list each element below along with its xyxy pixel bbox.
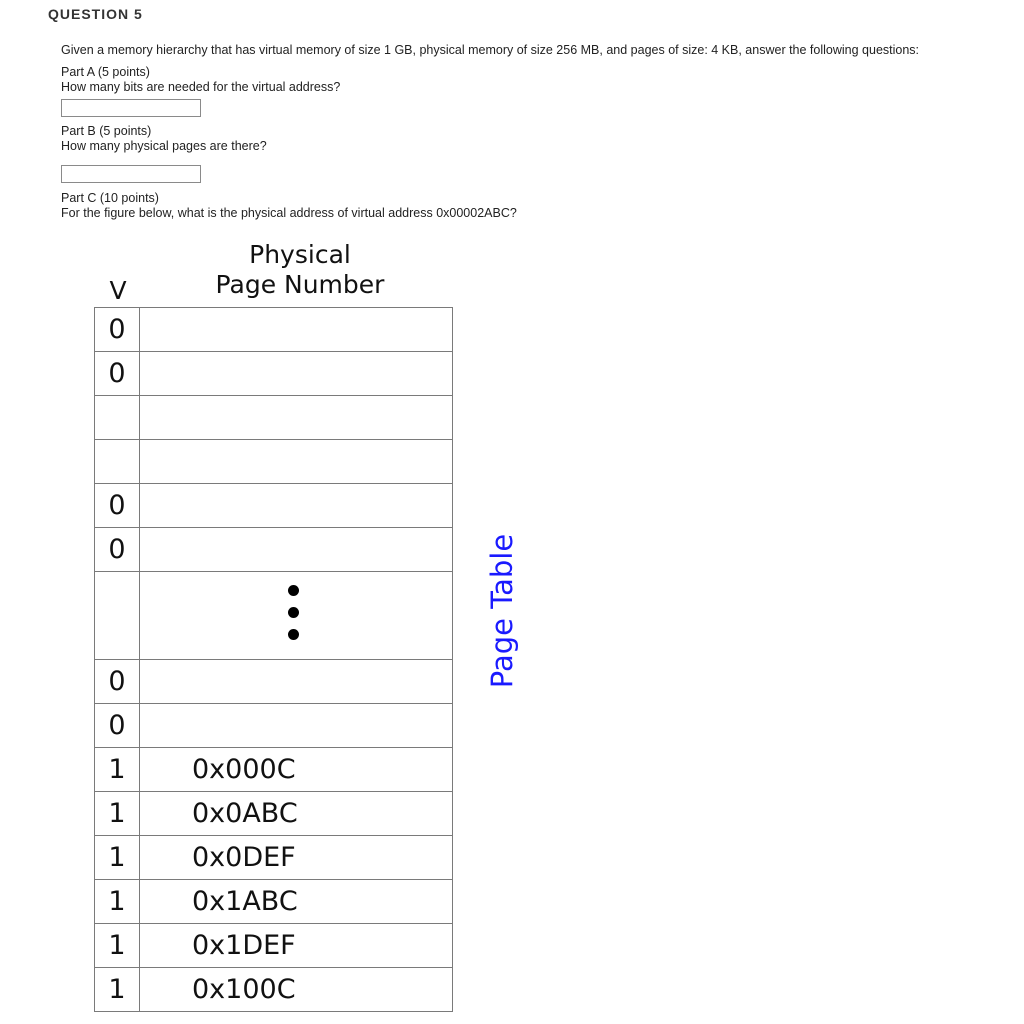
valid-bit-cell: 1 [95, 748, 140, 792]
question-intro: Given a memory hierarchy that has virtual memory of size 1 GB, physical memory of size 256 MB, and pages of size: 4 KB, answer the following questions: [61, 43, 920, 57]
ppn-cell [140, 396, 453, 440]
valid-bit-cell: 1 [95, 924, 140, 968]
ellipsis-cell [140, 572, 453, 660]
ppn-cell: 0x000C [140, 748, 453, 792]
page-table-row [95, 528, 453, 572]
valid-bit-cell: 0 [95, 660, 140, 704]
valid-bit-cell [95, 572, 140, 660]
ppn-cell [140, 528, 453, 572]
vertical-ellipsis-icon [288, 574, 299, 651]
ppn-cell [140, 352, 453, 396]
ppn-cell [140, 704, 453, 748]
ppn-cell [140, 308, 453, 352]
ppn-cell: 0x100C [140, 968, 453, 1012]
part-c-prompt: For the figure below, what is the physical address of virtual address 0x00002ABC? [61, 206, 517, 220]
valid-bit-header: V [109, 276, 127, 305]
part-c-label: Part C (10 points) [61, 191, 159, 205]
valid-bit-cell: 1 [95, 880, 140, 924]
valid-bit-cell: 1 [95, 836, 140, 880]
page-table-row [95, 968, 453, 1012]
page-table-label: Page Table [485, 533, 519, 689]
page-table-row [95, 748, 453, 792]
page-table-row [95, 308, 453, 352]
page-table-row [95, 660, 453, 704]
valid-bit-cell: 1 [95, 968, 140, 1012]
page-table-row [95, 836, 453, 880]
page-table-row [95, 792, 453, 836]
ppn-header-line1: Physical [249, 240, 351, 269]
part-b-prompt: How many physical pages are there? [61, 139, 267, 153]
page-table-row [95, 396, 453, 440]
ppn-cell [140, 660, 453, 704]
valid-bit-cell: 0 [95, 528, 140, 572]
ppn-cell: 0x1DEF [140, 924, 453, 968]
part-a-prompt: How many bits are needed for the virtual address? [61, 80, 341, 94]
ppn-cell: 0x1ABC [140, 880, 453, 924]
page-table-row [95, 440, 453, 484]
valid-bit-cell: 0 [95, 308, 140, 352]
ppn-header-line2: Page Number [215, 270, 385, 299]
page-table-row [95, 352, 453, 396]
valid-bit-cell: 1 [95, 792, 140, 836]
ppn-cell: 0x0ABC [140, 792, 453, 836]
page-table-row [95, 572, 453, 660]
part-a-label: Part A (5 points) [61, 65, 150, 79]
page-table-row [95, 704, 453, 748]
ppn-cell [140, 484, 453, 528]
valid-bit-cell: 0 [95, 352, 140, 396]
page-table-row [95, 924, 453, 968]
ppn-cell [140, 440, 453, 484]
part-b-answer-input[interactable] [61, 165, 201, 183]
page-table-row [95, 484, 453, 528]
ellipsis-dot [288, 629, 299, 640]
part-b-label: Part B (5 points) [61, 124, 152, 138]
part-a-answer-input[interactable] [61, 99, 201, 117]
question-header: QUESTION 5 [48, 6, 143, 22]
ppn-cell: 0x0DEF [140, 836, 453, 880]
valid-bit-cell [95, 396, 140, 440]
page-table-row [95, 880, 453, 924]
valid-bit-cell: 0 [95, 704, 140, 748]
valid-bit-cell [95, 440, 140, 484]
page-table [94, 307, 453, 1012]
valid-bit-cell: 0 [95, 484, 140, 528]
ppn-header [200, 240, 400, 300]
ellipsis-dot [288, 607, 299, 618]
ellipsis-dot [288, 585, 299, 596]
